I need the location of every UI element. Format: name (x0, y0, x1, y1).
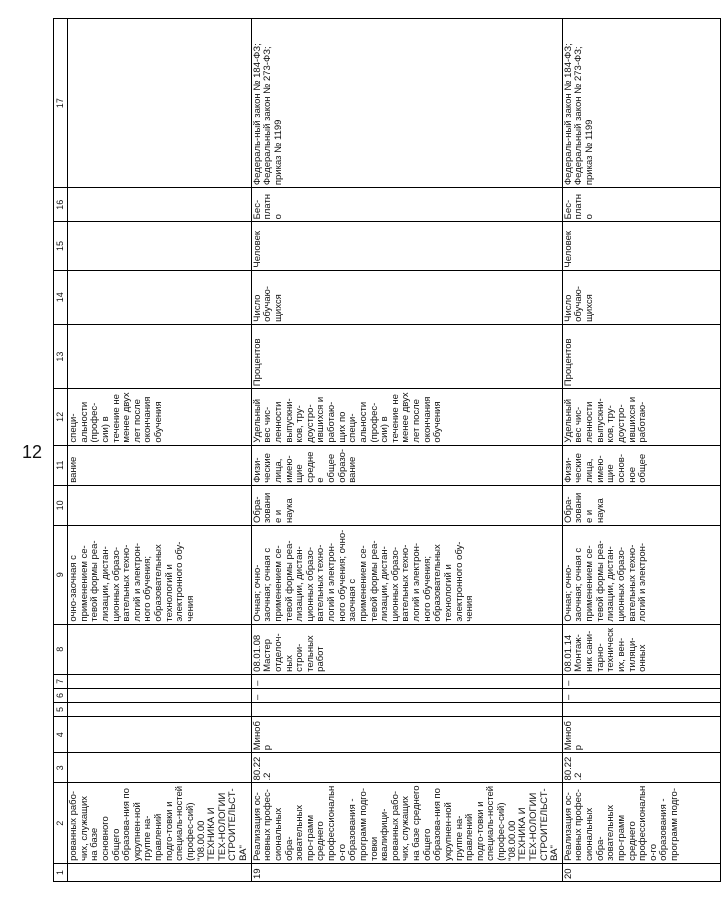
cell-program (68, 624, 252, 674)
cell-number (68, 863, 252, 881)
cell-indicator: специ-альности (профес-сии) в течение не менее двух лет после окончания обучения (68, 389, 252, 445)
cell-program: 08.01.08 Мастер отделоч-ных строи-тельных работ (251, 624, 562, 674)
cell-code: 80.22.2 (251, 753, 562, 783)
col-num: 16 (54, 188, 68, 222)
cell-indicator: Удельный вес чис-ленности выпускни-ков, тру-доустро-ившихся и работаю-щих по специ-альности (профес-сии) в течение не менее двух лет после окончания обучения (251, 389, 562, 445)
column-number-row (54, 19, 68, 882)
col-num: 13 (54, 324, 68, 388)
col-num: 17 (54, 19, 68, 188)
cell-col7: – (251, 674, 562, 688)
cell-col7 (68, 674, 252, 688)
col-num: 5 (54, 703, 68, 717)
cell-program: 08.01.14 Монтаж-ник сани-тарно-технических, вен-тиляци-онных (562, 624, 720, 674)
cell-consumers: Физи-ческие лица, имею-щие среднее общее образо-вание (251, 445, 562, 485)
cell-payment: Бес-платно (562, 188, 720, 222)
cell-number: 20 (562, 863, 720, 881)
cell-form: Очная; очно-заочная; очная с применением се-тевой формы реа-лизации, дистан-ционных образо-вательных техно-логий и электрон-ного обучения; очно-заочная с применением се-тевой формы реа-лизации, дистан-ционных образо-вательных техно-логий и электрон-ного обучения; образовательных технологий и электронного обу-чения (251, 526, 562, 625)
cell-volume-indicator: Число обучаю-щихся (251, 270, 562, 324)
cell-col6 (68, 688, 252, 702)
cell-service-name: Реализация ос-новных профес-сиональных обра-зовательных про-грамм среднего профессионально-го образования - программ подго- (562, 783, 720, 863)
cell-indicator: Удельный вес чис-ленности выпускни-ков, тру-доустро-ившихся и работаю- (562, 389, 720, 445)
cell-service-name: Реализация ос-новных профес-сиональных обра-зовательных про-грамм среднего профессионально-го образования - программ подго-товки квалифици-рованных рабо-чих, служащих на базе среднего общего образова-ния по укрупнен-ной группе на-правлений подго-товки и специаль-ностей (профес-сий) "08.00.00 ТЕХНИКА И ТЕХ-НОЛОГИИ СТРОИТЕЛЬСТ-ВА" (251, 783, 562, 863)
col-num: 12 (54, 389, 68, 445)
col-num: 14 (54, 270, 68, 324)
cell-authority (68, 717, 252, 753)
col-num: 11 (54, 445, 68, 485)
cell-col6: – (562, 688, 720, 702)
cell-volume-indicator (68, 270, 252, 324)
cell-number: 19 (251, 863, 562, 881)
col-num: 3 (54, 753, 68, 783)
col-num: 9 (54, 526, 68, 625)
cell-consumers: вание (68, 445, 252, 485)
table-row (251, 19, 562, 882)
cell-col5 (251, 703, 562, 717)
col-num: 10 (54, 485, 68, 525)
cell-volume-indicator: Число обучаю-щихся (562, 270, 720, 324)
cell-authority: Минобр (251, 717, 562, 753)
cell-form: очно-заочная с применением се-тевой формы реа-лизации, дистан-ционных образо-вательных техно-логий и электрон-ного обучения; образовательных технологий и электронного обу-чения (68, 526, 252, 625)
cell-legal-basis: Федераль-ный закон № 184-ФЗ; Федеральный закон № 273-ФЗ; приказ № 1199 (562, 19, 720, 188)
cell-volume-unit: Человек (251, 222, 562, 270)
cell-legal-basis (68, 19, 252, 188)
cell-payment (68, 188, 252, 222)
services-table (53, 18, 721, 882)
col-num: 1 (54, 863, 68, 881)
cell-volume-unit: Человек (562, 222, 720, 270)
cell-col7: – (562, 674, 720, 688)
cell-col6: – (251, 688, 562, 702)
col-num: 8 (54, 624, 68, 674)
rotated-table-container (53, 18, 680, 882)
col-num: 15 (54, 222, 68, 270)
cell-sphere: Обра-зование и наука (562, 485, 720, 525)
cell-form: Очная; очно-заочная; очная с применением се-тевой формы реа-лизации, дистан-ционных образо-вательных техно-логий и электрон- (562, 526, 720, 625)
cell-authority: Минобр (562, 717, 720, 753)
cell-unit (68, 324, 252, 388)
cell-sphere (68, 485, 252, 525)
col-num: 6 (54, 688, 68, 702)
col-num: 7 (54, 674, 68, 688)
cell-sphere: Обра-зование и наука (251, 485, 562, 525)
table-row (562, 19, 720, 882)
cell-volume-unit (68, 222, 252, 270)
cell-consumers: Физи-ческие лица, имею-щие основ-ное общее (562, 445, 720, 485)
cell-service-name: рованных рабо-чих, служащих на базе основного общего образова-ния по укрупнен-ной группе на-правлений подго-товки и специаль-ностей (профес-сий) "08.00.00 ТЕХНИКА И ТЕХ-НОЛОГИИ СТРОИТЕЛЬСТ-ВА" (68, 783, 252, 863)
cell-code: 80.22.2 (562, 753, 720, 783)
cell-col5 (562, 703, 720, 717)
page-number: 12 (22, 442, 43, 462)
table-row (68, 19, 252, 882)
cell-legal-basis: Федераль-ный закон № 184-ФЗ; Федеральный закон № 273-ФЗ; приказ № 1199 (251, 19, 562, 188)
col-num: 2 (54, 783, 68, 863)
cell-code (68, 753, 252, 783)
cell-payment: Бес-платно (251, 188, 562, 222)
cell-unit: Процентов (251, 324, 562, 388)
cell-col5 (68, 703, 252, 717)
cell-unit: Процентов (562, 324, 720, 388)
col-num: 4 (54, 717, 68, 753)
